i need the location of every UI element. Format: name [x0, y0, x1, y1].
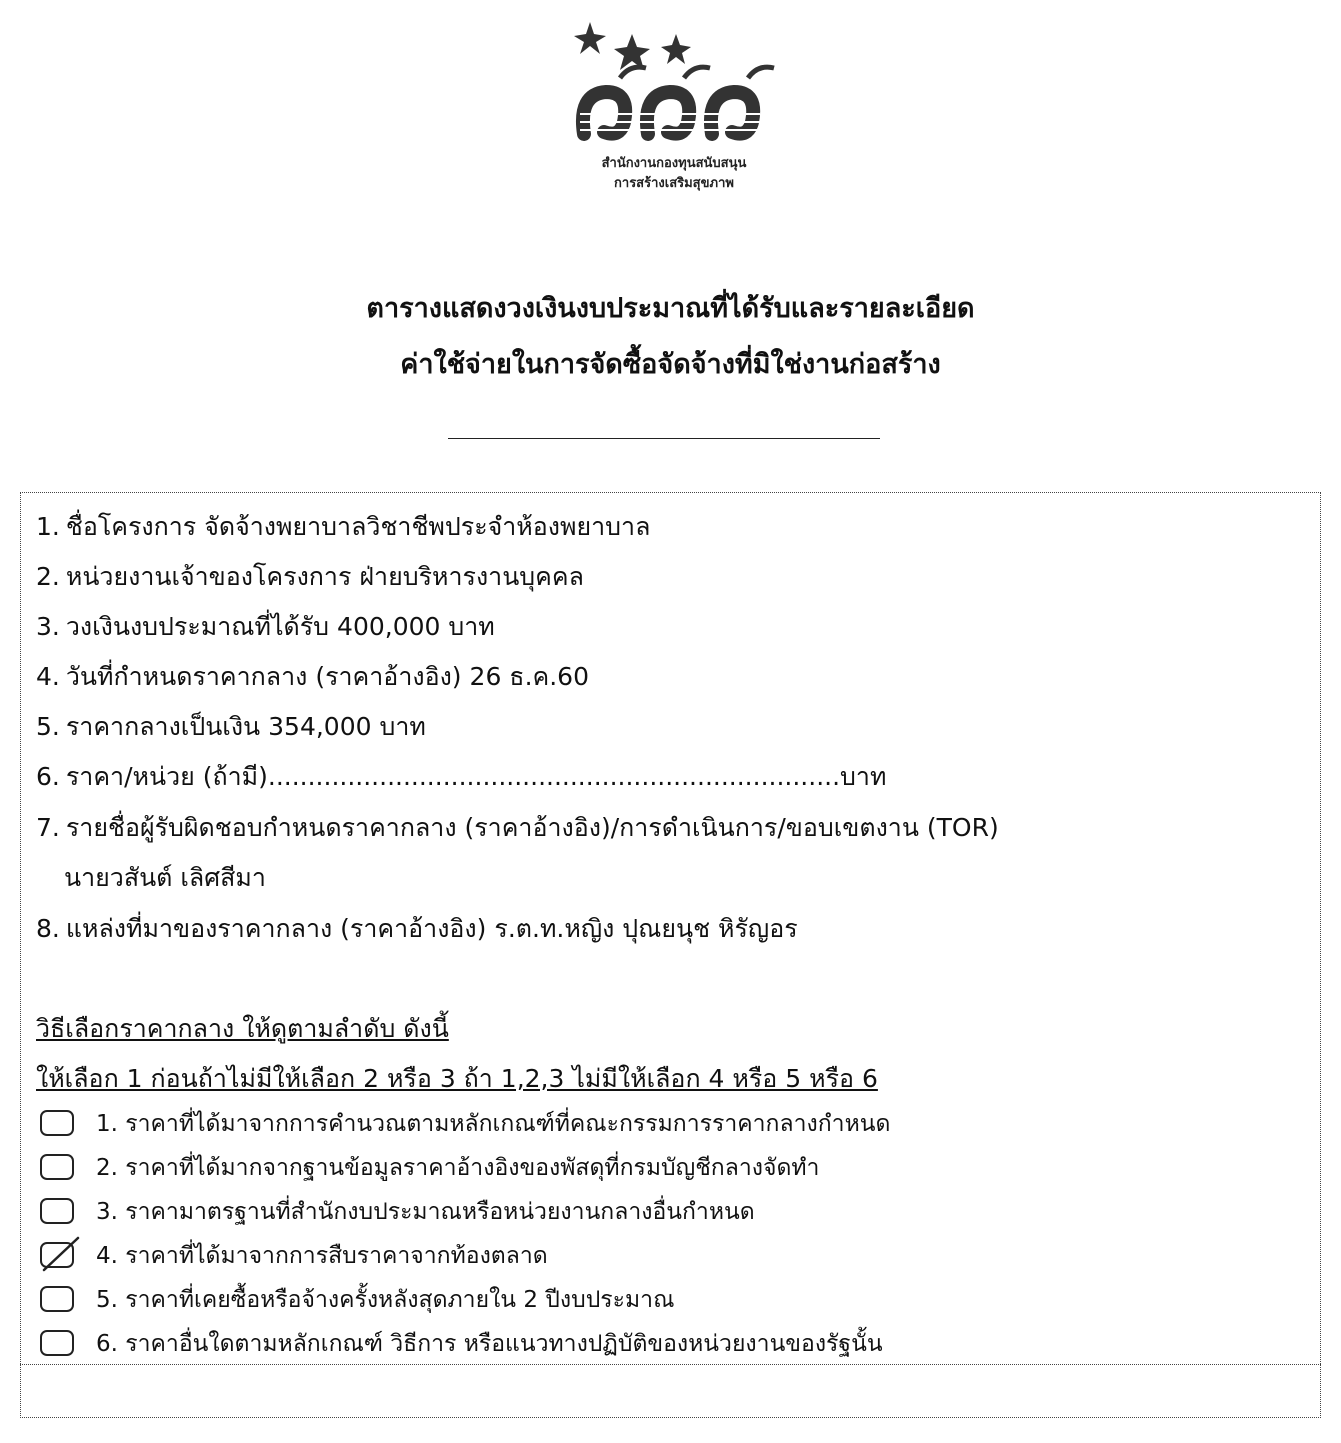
option-3-label: 3. ราคามาตรฐานที่สำนักงบประมาณหรือหน่วยงานกลางอื่นกำหนด	[96, 1199, 755, 1225]
item-responsible-persons: 7. รายชื่อผู้รับผิดชอบกำหนดราคากลาง (ราคาอ้างอิง)/การดำเนินการ/ขอบเขตงาน (TOR)	[36, 813, 999, 842]
method-option-2[interactable]	[38, 1150, 1038, 1186]
logo-org-line1: สำนักงานกองทุนสนับสนุน	[601, 156, 747, 171]
logo-mark	[560, 14, 780, 154]
checkbox-option-5[interactable]	[40, 1286, 74, 1312]
checkbox-option-6[interactable]	[40, 1330, 74, 1356]
method-option-1[interactable]	[38, 1106, 1038, 1142]
thaihealth-logo	[560, 14, 780, 194]
method-option-3[interactable]	[38, 1194, 1038, 1230]
item-project-name: 1. ชื่อโครงการ จัดจ้างพยาบาลวิชาชีพประจำห้องพยาบาล	[36, 512, 651, 541]
logo-org-line2: การสร้างเสริมสุขภาพ	[614, 176, 734, 191]
item-owner-unit: 2. หน่วยงานเจ้าของโครงการ ฝ่ายบริหารงานบุคคล	[36, 562, 584, 591]
method-heading: วิธีเลือกราคากลาง ให้ดูตามลำดับ ดังนี้	[36, 1014, 449, 1043]
document-title-line1: ตารางแสดงวงเงินงบประมาณที่ได้รับและรายละเอียด	[366, 293, 975, 324]
option-2-label: 2. ราคาที่ได้มากจากฐานข้อมูลราคาอ้างอิงของพัสดุที่กรมบัญชีกลางจัดทำ	[96, 1155, 820, 1181]
checkbox-option-4[interactable]	[40, 1242, 74, 1268]
checkbox-option-3[interactable]	[40, 1198, 74, 1224]
item-reference-date: 4. วันที่กำหนดราคากลาง (ราคาอ้างอิง) 26 ธ.ค.60	[36, 662, 589, 691]
box-footer-divider	[20, 1364, 1321, 1365]
method-instruction: ให้เลือก 1 ก่อนถ้าไม่มีให้เลือก 2 หรือ 3 ถ้า 1,2,3 ไม่มีให้เลือก 4 หรือ 5 หรือ 6	[36, 1064, 878, 1093]
checkbox-option-2[interactable]	[40, 1154, 74, 1180]
option-1-label: 1. ราคาที่ได้มาจากการคำนวณตามหลักเกณฑ์ที่คณะกรรมการราคากลางกำหนด	[96, 1111, 891, 1137]
method-option-4[interactable]	[38, 1238, 1038, 1274]
item-price-source: 8. แหล่งที่มาของราคากลาง (ราคาอ้างอิง) ร.ต.ท.หญิง ปุณยนุช หิรัญอร	[36, 914, 798, 943]
checkmark-icon	[38, 1234, 82, 1274]
option-4-label: 4. ราคาที่ได้มาจากการสืบราคาจากท้องตลาด	[96, 1243, 548, 1269]
item-budget: 3. วงเงินงบประมาณที่ได้รับ 400,000 บาท	[36, 612, 495, 641]
option-5-label: 5. ราคาที่เคยซื้อหรือจ้างครั้งหลังสุดภายใน 2 ปีงบประมาณ	[96, 1287, 675, 1313]
title-underline	[448, 438, 880, 439]
item-unit-price: 6. ราคา/หน่วย (ถ้ามี)........................................................................บาท	[36, 762, 887, 791]
item-responsible-name: นายวสันต์ เลิศสีมา	[64, 863, 266, 892]
method-option-5[interactable]	[38, 1282, 1038, 1318]
checkbox-option-1[interactable]	[40, 1110, 74, 1136]
item-median-price: 5. ราคากลางเป็นเงิน 354,000 บาท	[36, 712, 426, 741]
document-title-line2: ค่าใช้จ่ายในการจัดซื้อจัดจ้างที่มิใช่งานก่อสร้าง	[400, 349, 941, 380]
option-6-label: 6. ราคาอื่นใดตามหลักเกณฑ์ วิธีการ หรือแนวทางปฏิบัติของหน่วยงานของรัฐนั้น	[96, 1331, 883, 1357]
method-option-6[interactable]	[38, 1326, 1038, 1362]
